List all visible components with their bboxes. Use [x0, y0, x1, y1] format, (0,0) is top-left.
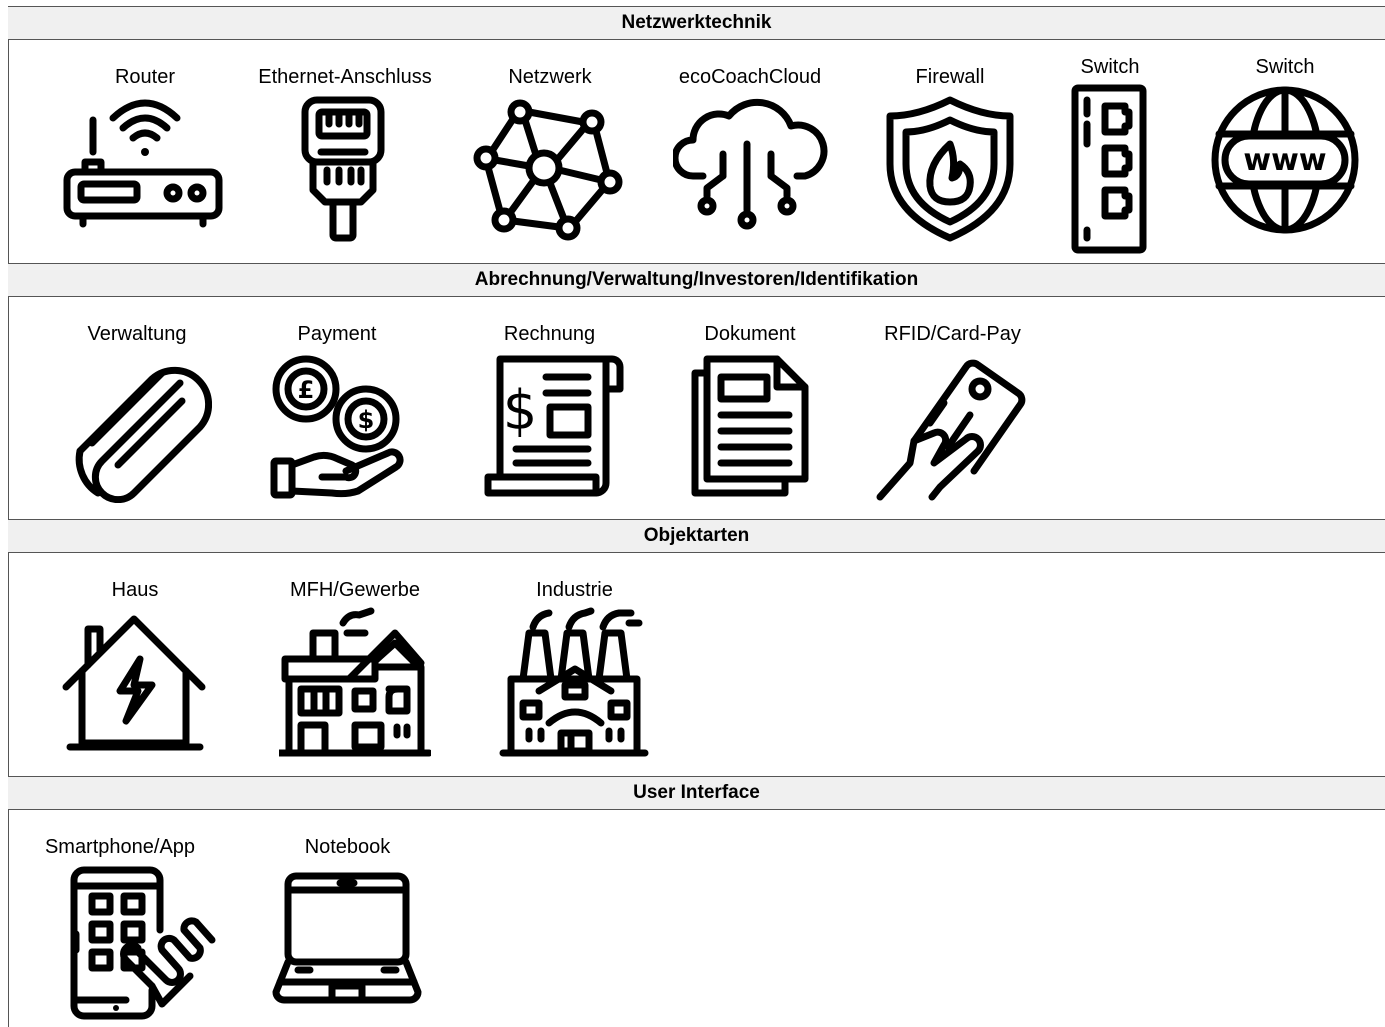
- item-label: Router: [114, 66, 176, 88]
- item-dokument: [685, 323, 815, 503]
- item-label: Switch: [1080, 56, 1140, 78]
- item-label: Switch: [1255, 56, 1315, 78]
- ethernet-plug-icon: [295, 94, 395, 244]
- apartment-building-icon: [279, 603, 431, 759]
- item-label: Dokument: [704, 323, 796, 345]
- network-icon: [470, 94, 630, 244]
- firewall-shield-icon: [882, 94, 1018, 244]
- document-icon: [685, 353, 815, 503]
- section-header-objektarten: Objektarten: [8, 519, 1385, 553]
- router-icon: [55, 90, 235, 230]
- switch-icon: [1065, 84, 1155, 256]
- item-rechnung: [472, 323, 627, 503]
- item-label: ecoCoachCloud: [678, 66, 822, 88]
- item-label: Verwaltung: [87, 323, 187, 345]
- invoice-icon: [476, 353, 626, 503]
- item-label: RFID/Card-Pay: [884, 323, 1021, 345]
- coins-hand-icon: [262, 353, 412, 503]
- item-label: Smartphone/App: [44, 836, 196, 858]
- cloud-icon: [673, 96, 828, 236]
- item-label: Netzwerk: [508, 66, 592, 88]
- item-label: Notebook: [304, 836, 391, 858]
- smartphone-icon: [66, 864, 216, 1024]
- section-header-netzwerktechnik: Netzwerktechnik: [8, 6, 1385, 40]
- laptop-icon: [270, 866, 425, 1011]
- item-smartphone-app: [30, 836, 210, 1024]
- svg-text:$: $: [357, 406, 375, 434]
- item-rfid-card-pay: [870, 323, 1035, 503]
- item-notebook: [270, 836, 425, 1016]
- svg-text:$: $: [502, 379, 538, 442]
- section-header-abrechnung: Abrechnung/Verwaltung/Investoren/Identifikation: [8, 263, 1385, 297]
- item-label: Industrie: [536, 579, 613, 601]
- item-firewall: [870, 66, 1030, 246]
- svg-text:www: www: [1243, 143, 1327, 178]
- item-router: [55, 66, 235, 236]
- item-label: Firewall: [915, 66, 985, 88]
- svg-text:£: £: [297, 376, 315, 404]
- item-label: MFH/Gewerbe: [289, 579, 421, 601]
- item-switch-globe: [1205, 56, 1365, 256]
- item-label: Rechnung: [503, 323, 596, 345]
- factory-icon: [499, 605, 649, 759]
- item-ecocoachcloud: [665, 66, 835, 246]
- item-label: Ethernet-Anschluss: [258, 66, 432, 88]
- globe-www-icon: [1209, 84, 1361, 236]
- item-industrie: [497, 579, 652, 759]
- house-energy-icon: [60, 607, 210, 757]
- item-netzwerk: [470, 66, 630, 246]
- item-haus: [60, 579, 210, 759]
- item-label: Payment: [297, 323, 377, 345]
- card-hand-icon: [874, 353, 1029, 503]
- item-verwaltung: [62, 323, 212, 503]
- item-switch: [1055, 56, 1165, 256]
- left-border: [8, 6, 9, 1027]
- item-payment: [262, 323, 412, 503]
- paperclip-icon: [62, 353, 212, 503]
- item-ethernet-anschluss: [250, 66, 440, 246]
- item-label: Haus: [111, 579, 159, 601]
- section-header-user-interface: User Interface: [8, 776, 1385, 810]
- item-mfh-gewerbe: [275, 579, 435, 759]
